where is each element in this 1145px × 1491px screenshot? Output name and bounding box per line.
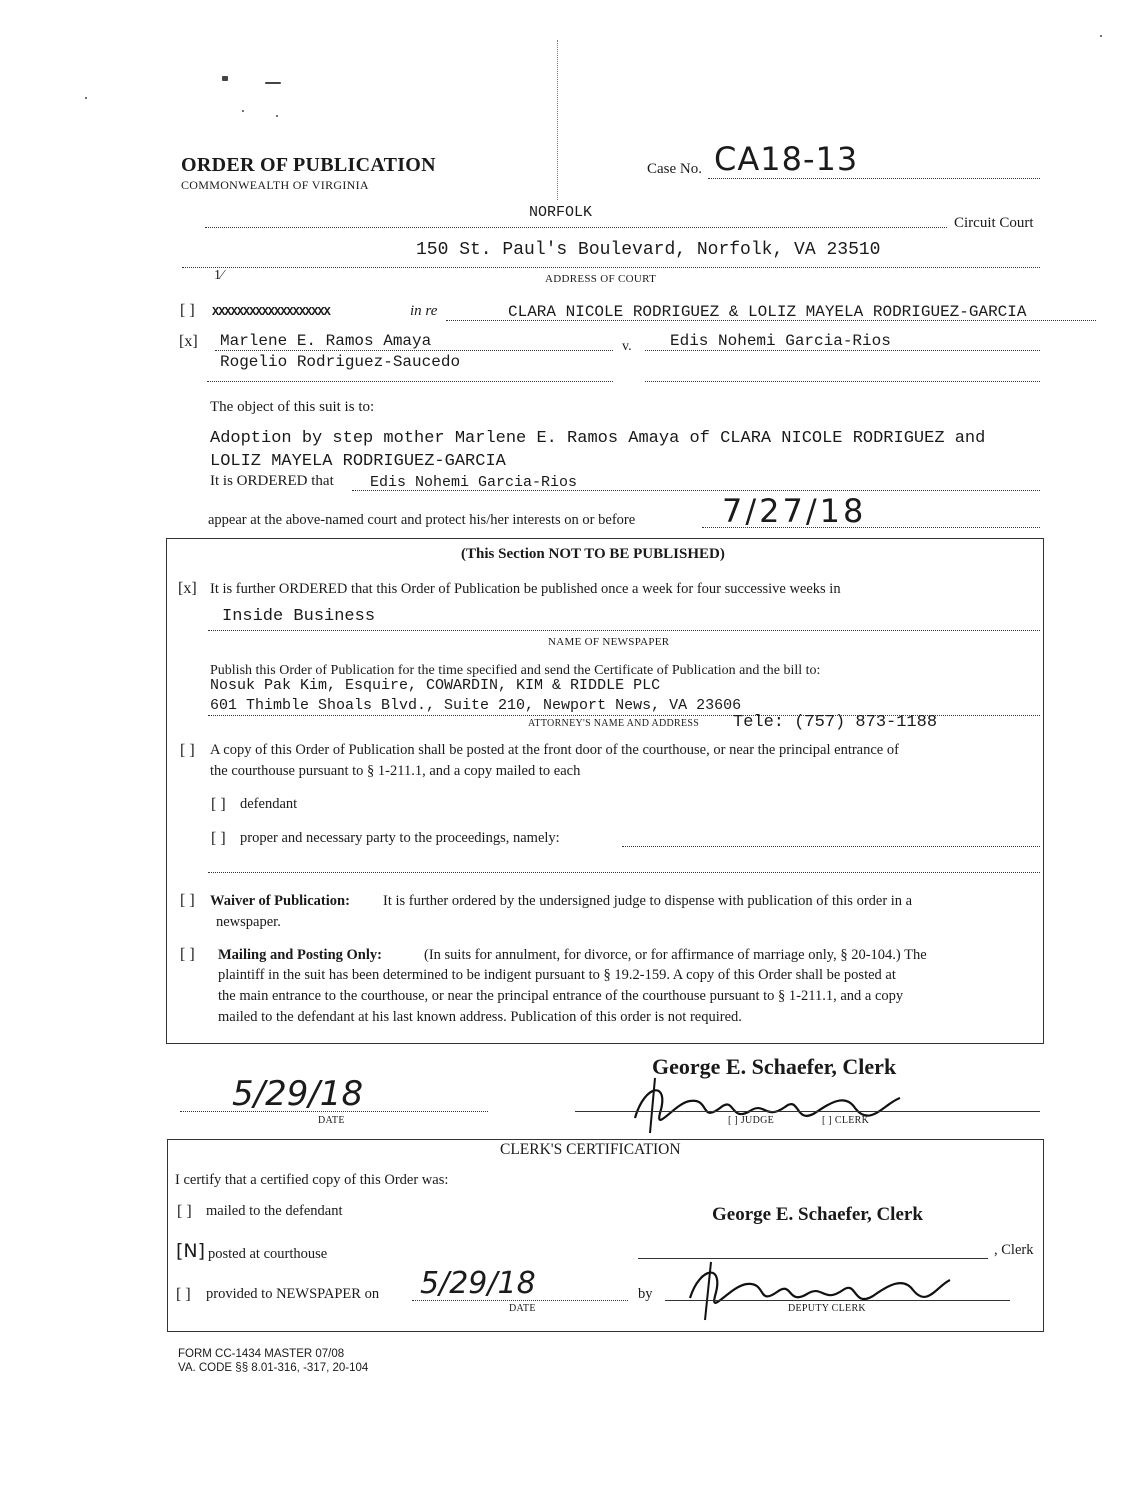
signature-line	[575, 1111, 1040, 1112]
appear-text: appear at the above-named court and protect his/her interests on or before	[208, 512, 636, 528]
party-checkbox[interactable]: [ ]	[211, 830, 226, 847]
page-subtitle: COMMONWEALTH OF VIRGINIA	[181, 178, 369, 192]
page-title: ORDER OF PUBLICATION	[181, 154, 436, 176]
posting-line-1: A copy of this Order of Publication shall be posted at the front door of the courthouse, or near the principal entrance of	[210, 742, 899, 758]
ordered-party: Edis Nohemi Garcia-Rios	[370, 474, 578, 491]
mailing-bold: Mailing and Posting Only:	[218, 947, 382, 963]
ordered-label: It is ORDERED that	[210, 473, 334, 489]
posted-label: posted at courthouse	[208, 1246, 328, 1262]
mailed-label: mailed to the defendant	[206, 1203, 343, 1219]
newspaper-name: Inside Business	[222, 607, 376, 626]
defendant-label: defendant	[240, 796, 298, 812]
in-re-struck-text: XXXXXXXXXXXXXXXXXXX	[212, 305, 330, 319]
margin-mark: 1⁄	[214, 268, 224, 283]
in-re-checkbox[interactable]: [ ]	[180, 302, 195, 319]
case-number-value: CA18-13	[714, 140, 859, 178]
mailing-line-1: (In suits for annulment, for divorce, or for affirmance of marriage only, § 20-104.) The	[424, 947, 927, 963]
object-label: The object of this suit is to:	[210, 399, 375, 415]
court-address: 150 St. Paul's Boulevard, Norfolk, VA 23510	[416, 240, 881, 260]
attorney-caption: ATTORNEY'S NAME AND ADDRESS	[528, 718, 700, 729]
deputy-clerk-line	[665, 1300, 1010, 1301]
defendant-line-2	[645, 381, 1040, 382]
versus-checkbox[interactable]: [x]	[179, 333, 198, 350]
posted-checkbox[interactable]: [N]	[176, 1240, 206, 1262]
signature-date-line	[180, 1111, 488, 1112]
defendant-line-1	[645, 350, 1040, 351]
party-line-1	[622, 846, 1040, 847]
party-line-2	[208, 872, 1040, 873]
mailed-checkbox[interactable]: [ ]	[177, 1203, 192, 1220]
scan-speck-6	[85, 97, 87, 99]
provided-date-line	[412, 1300, 628, 1301]
object-line-1: Adoption by step mother Marlene E. Ramos Amaya of CLARA NICOLE RODRIGUEZ and	[210, 429, 986, 448]
party-label: proper and necessary party to the proceedings, namely:	[240, 830, 560, 846]
mailing-line-3: the main entrance to the courthouse, or near the principal entrance of the courthouse pursuant to § 1-211.1, and a copy	[218, 988, 904, 1004]
scan-speck-5	[1100, 35, 1102, 37]
case-number-line	[708, 178, 1040, 179]
waiver-line-1: It is further ordered by the undersigned judge to dispense with publication of this order in a	[383, 893, 913, 909]
by-label: by	[638, 1286, 653, 1302]
attorney-line-1: Nosuk Pak Kim, Esquire, COWARDIN, KIM & RIDDLE PLC	[210, 677, 661, 694]
weekly-text: It is further ORDERED that this Order of Publication be published once a week for four successive weeks in	[210, 581, 841, 597]
mailing-line-2: plaintiff in the suit has been determined to be indigent pursuant to § 19.2-159. A copy of this Order shall be posted at	[218, 967, 896, 983]
newspaper-line	[208, 630, 1040, 631]
object-line-2: LOLIZ MAYELA RODRIGUEZ-GARCIA	[210, 452, 506, 471]
attorney-line-2: 601 Thimble Shoals Blvd., Suite 210, Newport News, VA 23606	[210, 697, 742, 714]
waiver-checkbox[interactable]: [ ]	[180, 892, 195, 909]
attorney-phone: Tele: (757) 873-1188	[733, 713, 938, 732]
form-id: FORM CC-1434 MASTER 07/08	[178, 1348, 345, 1360]
weekly-checkbox[interactable]: [x]	[178, 580, 197, 597]
provided-date-caption: DATE	[509, 1303, 536, 1314]
certification-intro: I certify that a certified copy of this Order was:	[175, 1172, 449, 1188]
defendant-checkbox[interactable]: [ ]	[211, 796, 226, 813]
mailing-line-4: mailed to the defendant at his last known address. Publication of this order is not required.	[218, 1009, 742, 1025]
scan-speck-4	[276, 115, 278, 117]
defendant-name: Edis Nohemi Garcia-Rios	[670, 332, 891, 350]
scan-speck-2	[265, 82, 281, 84]
judge-option[interactable]: [ ] JUDGE	[728, 1115, 775, 1126]
clerk-signature	[615, 1073, 915, 1143]
case-number-label: Case No.	[647, 161, 702, 177]
scan-streak	[557, 40, 558, 200]
provided-checkbox[interactable]: [ ]	[176, 1286, 191, 1303]
provided-date: 5/29/18	[420, 1266, 536, 1301]
waiver-line-2: newspaper.	[216, 914, 281, 930]
plaintiff-1: Marlene E. Ramos Amaya	[220, 332, 432, 350]
appear-date: 7/27/18	[722, 492, 867, 530]
plaintiff-1-line	[215, 350, 613, 351]
court-name-line	[205, 227, 947, 228]
clerk-stamp: George E. Schaefer, Clerk	[652, 1054, 897, 1079]
in-re-names: CLARA NICOLE RODRIGUEZ & LOLIZ MAYELA RODRIGUEZ-GARCIA	[508, 303, 1027, 321]
unpublished-heading: (This Section NOT TO BE PUBLISHED)	[461, 546, 725, 562]
plaintiff-2-line	[207, 381, 613, 382]
scan-speck-3	[242, 110, 244, 112]
code-reference: VA. CODE §§ 8.01-316, -317, 20-104	[178, 1362, 369, 1374]
clerk-option[interactable]: [ ] CLERK	[822, 1115, 870, 1126]
certification-heading: CLERK'S CERTIFICATION	[500, 1141, 681, 1158]
court-name: NORFOLK	[529, 204, 593, 221]
scan-speck-1	[222, 76, 228, 81]
versus-label: v.	[622, 339, 632, 354]
court-address-caption: ADDRESS OF COURT	[545, 273, 657, 285]
court-type-label: Circuit Court	[954, 215, 1034, 231]
posting-checkbox[interactable]: [ ]	[180, 742, 195, 759]
newspaper-caption: NAME OF NEWSPAPER	[548, 636, 670, 648]
publish-text: Publish this Order of Publication for the time specified and send the Certificate of Publication and the bill to:	[210, 663, 821, 678]
signature-date: 5/29/18	[232, 1074, 364, 1114]
in-re-label: in re	[410, 303, 438, 319]
posting-line-2: the courthouse pursuant to § 1-211.1, and a copy mailed to each	[210, 763, 581, 779]
mailing-checkbox[interactable]: [ ]	[180, 946, 195, 963]
waiver-bold: Waiver of Publication:	[210, 893, 350, 909]
plaintiff-2: Rogelio Rodriguez-Saucedo	[220, 353, 461, 371]
court-address-line	[182, 267, 1040, 268]
deputy-clerk-caption: DEPUTY CLERK	[788, 1303, 866, 1314]
cert-clerk-suffix: , Clerk	[994, 1242, 1034, 1258]
provided-label: provided to NEWSPAPER on	[206, 1286, 380, 1302]
signature-date-caption: DATE	[318, 1115, 345, 1126]
cert-clerk-stamp: George E. Schaefer, Clerk	[712, 1204, 923, 1225]
